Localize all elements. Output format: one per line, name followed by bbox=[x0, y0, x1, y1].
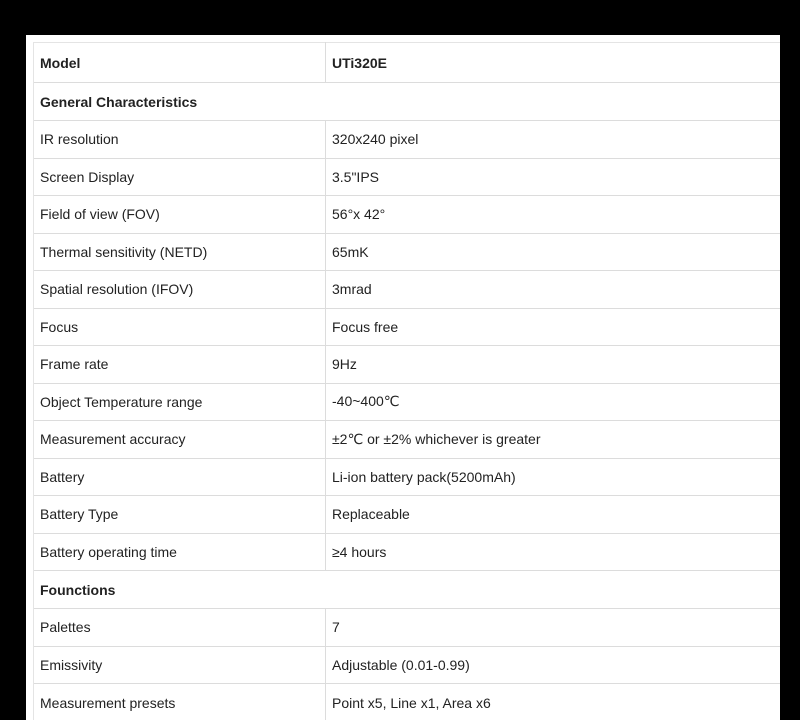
spec-label: Measurement accuracy bbox=[34, 421, 326, 459]
table-row bbox=[34, 684, 781, 720]
section-header-row bbox=[34, 571, 781, 609]
spec-label: Object Temperature range bbox=[34, 383, 326, 421]
spec-label: Spatial resolution (IFOV) bbox=[34, 271, 326, 309]
table-row-model bbox=[34, 43, 781, 83]
table-row bbox=[34, 458, 781, 496]
spec-value: ≥4 hours bbox=[326, 533, 781, 571]
spec-value: -40~400℃ bbox=[326, 383, 781, 421]
section-header-row bbox=[34, 83, 781, 121]
spec-value: Focus free bbox=[326, 308, 781, 346]
spec-value: 7 bbox=[326, 609, 781, 647]
spec-label: Thermal sensitivity (NETD) bbox=[34, 233, 326, 271]
table-row bbox=[34, 646, 781, 684]
spec-value: Li-ion battery pack(5200mAh) bbox=[326, 458, 781, 496]
spec-value: 3.5"IPS bbox=[326, 158, 781, 196]
table-row bbox=[34, 346, 781, 384]
table-row bbox=[34, 233, 781, 271]
spec-label: Frame rate bbox=[34, 346, 326, 384]
spec-value: Adjustable (0.01-0.99) bbox=[326, 646, 781, 684]
spec-label: Field of view (FOV) bbox=[34, 196, 326, 234]
section-title-general: General Characteristics bbox=[34, 83, 781, 121]
table-row bbox=[34, 158, 781, 196]
table-row bbox=[34, 496, 781, 534]
spec-value: 320x240 pixel bbox=[326, 121, 781, 159]
spec-value: 56°x 42° bbox=[326, 196, 781, 234]
spec-label: IR resolution bbox=[34, 121, 326, 159]
spec-label: Palettes bbox=[34, 609, 326, 647]
spec-value: 9Hz bbox=[326, 346, 781, 384]
spec-value: 3mrad bbox=[326, 271, 781, 309]
spec-label: Battery bbox=[34, 458, 326, 496]
table-row bbox=[34, 196, 781, 234]
table-row bbox=[34, 308, 781, 346]
spec-label: Focus bbox=[34, 308, 326, 346]
spec-label: Emissivity bbox=[34, 646, 326, 684]
spec-table bbox=[33, 42, 780, 720]
spec-value: Replaceable bbox=[326, 496, 781, 534]
spec-value: Point x5, Line x1, Area x6 bbox=[326, 684, 781, 720]
table-row bbox=[34, 121, 781, 159]
table-row bbox=[34, 609, 781, 647]
spec-label: Measurement presets bbox=[34, 684, 326, 720]
spec-value: ±2℃ or ±2% whichever is greater bbox=[326, 421, 781, 459]
spec-sheet bbox=[26, 35, 780, 720]
model-value: UTi320E bbox=[326, 43, 781, 83]
spec-label: Battery operating time bbox=[34, 533, 326, 571]
spec-label: Battery Type bbox=[34, 496, 326, 534]
section-title-functions: Founctions bbox=[34, 571, 781, 609]
table-row bbox=[34, 271, 781, 309]
table-row bbox=[34, 383, 781, 421]
spec-value: 65mK bbox=[326, 233, 781, 271]
spec-label: Screen Display bbox=[34, 158, 326, 196]
table-row bbox=[34, 533, 781, 571]
model-label: Model bbox=[34, 43, 326, 83]
table-row bbox=[34, 421, 781, 459]
